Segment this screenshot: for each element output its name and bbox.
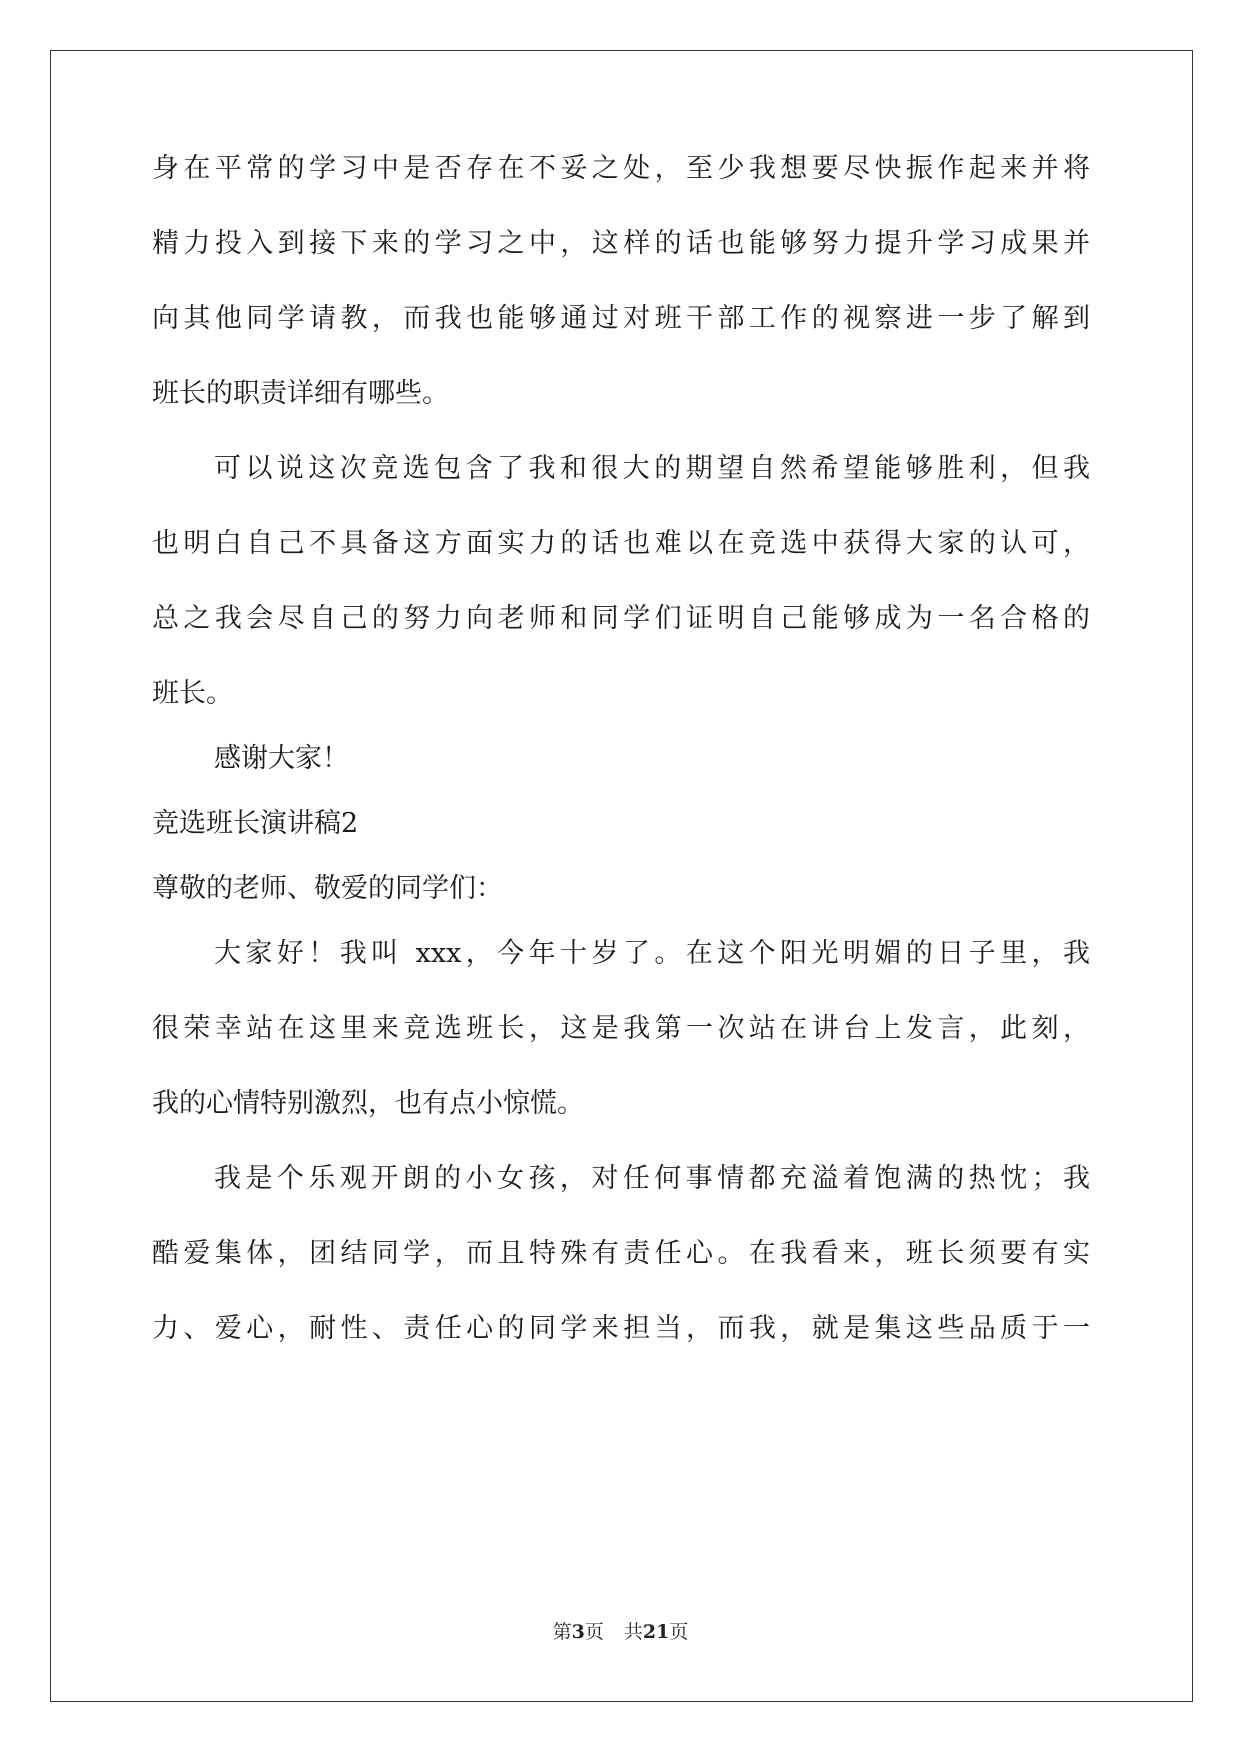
footer-page-number: 3 (571, 1621, 585, 1643)
text-line: 酷爱集体，团结同学，而且特殊有责任心。在我看来，班长须要有实 (152, 1238, 1090, 1269)
footer-total-suffix: 页 (669, 1621, 689, 1643)
text-line: 身在平常的学习中是否存在不妥之处，至少我想要尽快振作起来并将 (152, 153, 1090, 184)
text-line: 班长的职责详细有哪些。 (152, 378, 449, 409)
text-line: 我是个乐观开朗的小女孩，对任何事情都充溢着饱满的热忱；我 (214, 1163, 1090, 1194)
page-footer (0, 1620, 1241, 1644)
text-line: 大家好！我叫 xxx，今年十岁了。在这个阳光明媚的日子里，我 (214, 938, 1090, 969)
footer-total-prefix: 共 (623, 1621, 643, 1643)
salutation: 尊敬的老师、敬爱的同学们： (152, 873, 503, 904)
text-line: 我的心情特别激烈，也有点小惊慌。 (152, 1088, 584, 1119)
text-line: 也明白自己不具备这方面实力的话也难以在竞选中获得大家的认可， (152, 528, 1090, 559)
text-line: 精力投入到接下来的学习之中，这样的话也能够努力提升学习成果并 (152, 228, 1090, 259)
text-line: 可以说这次竞选包含了我和很大的期望自然希望能够胜利，但我 (214, 453, 1090, 484)
footer-page-suffix: 页 (584, 1621, 604, 1643)
section-heading: 竞选班长演讲稿2 (152, 808, 359, 839)
text-line: 向其他同学请教，而我也能够通过对班干部工作的视察进一步了解到 (152, 303, 1090, 334)
text-line: 感谢大家！ (214, 743, 349, 774)
footer-page-prefix: 第 (552, 1621, 572, 1643)
text-line: 很荣幸站在这里来竞选班长，这是我第一次站在讲台上发言，此刻， (152, 1013, 1090, 1044)
footer-total-pages: 21 (642, 1621, 670, 1643)
text-line: 力、爱心，耐性、责任心的同学来担当，而我，就是集这些品质于一 (152, 1313, 1090, 1344)
text-line: 班长。 (152, 678, 233, 709)
text-line: 总之我会尽自己的努力向老师和同学们证明自己能够成为一名合格的 (152, 603, 1090, 634)
